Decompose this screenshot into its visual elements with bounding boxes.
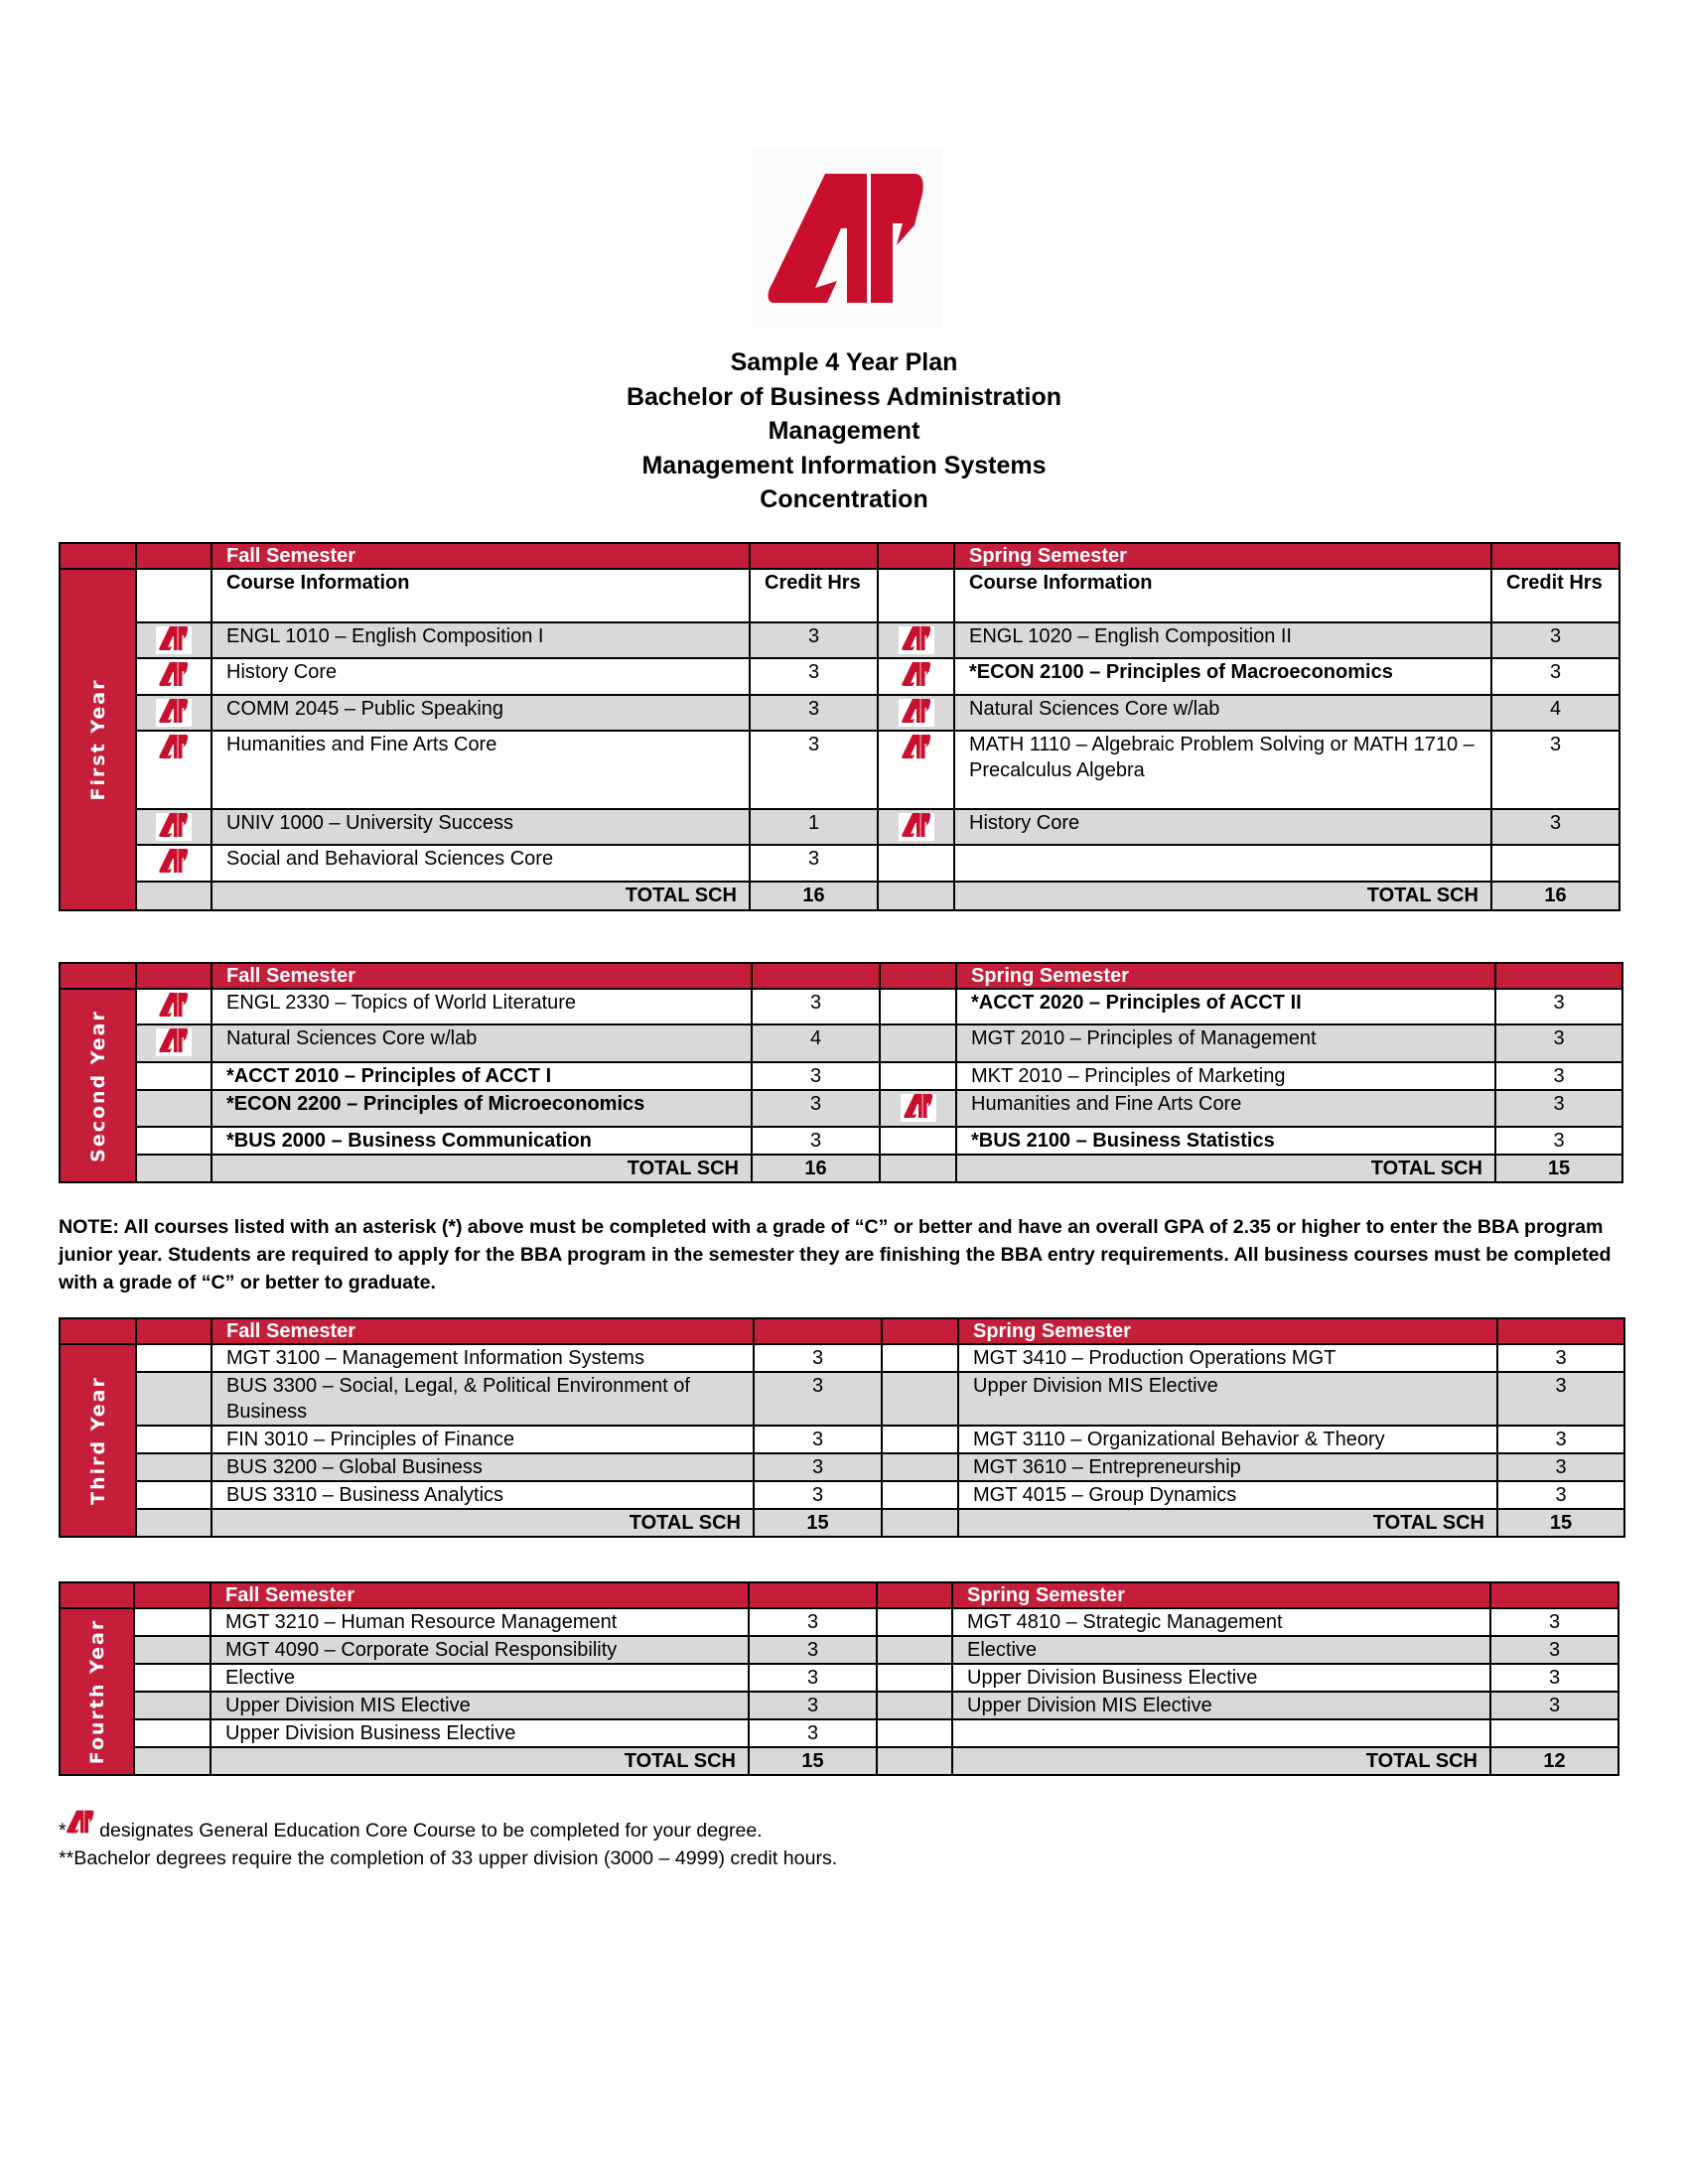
fall-semester-header: Fall Semester xyxy=(211,1318,754,1344)
spring-course-credits: 3 xyxy=(1491,622,1619,658)
gen-ed-icon-cell xyxy=(134,1608,211,1636)
gen-ed-icon-cell xyxy=(880,1090,956,1127)
fall-total-value: 16 xyxy=(752,1155,880,1182)
gen-ed-icon-cell xyxy=(878,809,954,845)
icon-header-cell xyxy=(877,1582,952,1608)
icon-cell xyxy=(134,1747,211,1775)
fall-course-name: Humanities and Fine Arts Core xyxy=(211,731,750,809)
fall-course-credits: 3 xyxy=(754,1481,882,1509)
spring-course-name: Natural Sciences Core w/lab xyxy=(954,695,1491,731)
fall-total-label: TOTAL SCH xyxy=(211,882,750,910)
year-header-cell xyxy=(60,963,136,989)
icon-header-cell xyxy=(880,963,956,989)
course-info-header: Course Information xyxy=(211,569,750,622)
title-line: Management Information Systems xyxy=(641,451,1047,479)
spring-course-credits xyxy=(1490,1719,1618,1747)
title-line: Bachelor of Business Administration xyxy=(626,382,1062,411)
icon-cell xyxy=(878,882,954,910)
gen-ed-icon-cell xyxy=(877,1719,952,1747)
spring-course-name: MGT 4810 – Strategic Management xyxy=(952,1608,1490,1636)
course-row xyxy=(60,989,1622,1024)
spring-course-credits: 3 xyxy=(1491,658,1619,695)
year-header-cell xyxy=(60,1582,134,1608)
fall-course-name: History Core xyxy=(211,658,750,695)
gen-ed-icon-cell xyxy=(136,809,211,845)
spring-total-label: TOTAL SCH xyxy=(952,1747,1490,1775)
gen-ed-icon-cell xyxy=(136,622,211,658)
fall-course-credits: 4 xyxy=(752,1024,880,1062)
spring-course-credits: 3 xyxy=(1495,1090,1622,1127)
fall-total-label: TOTAL SCH xyxy=(211,1747,749,1775)
fall-course-name: ENGL 1010 – English Composition I xyxy=(211,622,750,658)
gen-ed-icon-cell xyxy=(878,845,954,882)
fall-total-value: 15 xyxy=(749,1747,877,1775)
fall-course-name: MGT 3210 – Human Resource Management xyxy=(211,1608,749,1636)
course-row xyxy=(60,1608,1618,1636)
course-info-header: Course Information xyxy=(954,569,1491,622)
fall-course-credits: 1 xyxy=(750,809,878,845)
spring-course-credits: 3 xyxy=(1497,1344,1624,1372)
gen-ed-icon-cell xyxy=(882,1344,958,1372)
ap-logo-icon xyxy=(899,626,934,654)
fall-course-name: Natural Sciences Core w/lab xyxy=(211,1024,752,1062)
spring-course-credits xyxy=(1491,845,1619,882)
fall-course-name: BUS 3200 – Global Business xyxy=(211,1453,754,1481)
icon-cell xyxy=(882,1509,958,1537)
year-header-cell xyxy=(60,1318,136,1344)
gen-ed-icon-cell xyxy=(882,1453,958,1481)
spring-course-name: MGT 4015 – Group Dynamics xyxy=(958,1481,1497,1509)
course-row xyxy=(60,1426,1624,1453)
icon-header-cell xyxy=(134,1582,211,1608)
ap-logo-icon xyxy=(156,699,192,727)
semester-header-row xyxy=(60,963,1622,989)
course-row xyxy=(60,1636,1618,1664)
year-table xyxy=(59,1317,1625,1538)
gen-ed-icon-cell xyxy=(136,1453,211,1481)
spring-course-credits: 3 xyxy=(1495,1024,1622,1062)
year-table xyxy=(59,542,1620,911)
ap-logo-icon xyxy=(156,849,192,877)
fall-semester-header: Fall Semester xyxy=(211,963,752,989)
spring-course-name: *ECON 2100 – Principles of Macroeconomics xyxy=(954,658,1491,695)
course-row xyxy=(60,1127,1622,1155)
course-row xyxy=(60,1664,1618,1692)
spring-total-value: 12 xyxy=(1490,1747,1618,1775)
course-row xyxy=(60,1481,1624,1509)
spring-course-credits: 3 xyxy=(1490,1664,1618,1692)
spring-course-name: MGT 3610 – Entrepreneurship xyxy=(958,1453,1497,1481)
gen-ed-icon-cell xyxy=(877,1608,952,1636)
legend-footnote xyxy=(59,1817,763,1844)
gen-ed-icon-cell xyxy=(136,1024,211,1062)
icon-cell xyxy=(878,569,954,622)
ap-logo-icon xyxy=(899,813,934,841)
spring-total-value: 15 xyxy=(1497,1509,1624,1537)
spring-total-label: TOTAL SCH xyxy=(954,882,1491,910)
ap-logo-icon xyxy=(899,662,934,690)
spring-course-name: MGT 3110 – Organizational Behavior & Theory xyxy=(958,1426,1497,1453)
fall-course-name: ENGL 2330 – Topics of World Literature xyxy=(211,989,752,1024)
gen-ed-icon-cell xyxy=(136,1090,211,1127)
fall-total-label: TOTAL SCH xyxy=(211,1509,754,1537)
spring-course-name: MKT 2010 – Principles of Marketing xyxy=(956,1062,1495,1090)
fall-course-name: MGT 3100 – Management Information Systems xyxy=(211,1344,754,1372)
spring-course-name: Upper Division MIS Elective xyxy=(958,1372,1497,1426)
fall-course-credits: 3 xyxy=(749,1608,877,1636)
ap-logo-icon xyxy=(901,1094,936,1122)
spring-course-credits: 3 xyxy=(1497,1426,1624,1453)
ap-logo-icon xyxy=(156,993,192,1021)
spring-course-credits: 4 xyxy=(1491,695,1619,731)
fall-course-name: BUS 3310 – Business Analytics xyxy=(211,1481,754,1509)
fall-course-name: Social and Behavioral Sciences Core xyxy=(211,845,750,882)
ap-logo-icon xyxy=(67,1809,94,1835)
spring-total-label: TOTAL SCH xyxy=(958,1509,1497,1537)
spring-course-name: ENGL 1020 – English Composition II xyxy=(954,622,1491,658)
fall-course-name: BUS 3300 – Social, Legal, & Political Environment of Business xyxy=(211,1372,754,1426)
spring-course-credits: 3 xyxy=(1495,1062,1622,1090)
fall-course-name: FIN 3010 – Principles of Finance xyxy=(211,1426,754,1453)
title-line: Sample 4 Year Plan xyxy=(730,348,958,376)
university-logo xyxy=(753,149,941,328)
icon-header-cell xyxy=(882,1318,958,1344)
gen-ed-icon-cell xyxy=(136,695,211,731)
fall-course-credits: 3 xyxy=(749,1692,877,1719)
fall-course-credits: 3 xyxy=(749,1636,877,1664)
course-row xyxy=(60,1372,1624,1426)
gen-ed-icon-cell xyxy=(134,1692,211,1719)
ap-logo-icon xyxy=(156,735,192,762)
spring-course-name: Upper Division MIS Elective xyxy=(952,1692,1490,1719)
fall-course-credits: 3 xyxy=(750,695,878,731)
semester-header-row xyxy=(60,1582,1618,1608)
spring-course-name: Elective xyxy=(952,1636,1490,1664)
gen-ed-icon-cell xyxy=(134,1636,211,1664)
fall-semester-header: Fall Semester xyxy=(211,543,750,569)
upper-division-footnote: **Bachelor degrees require the completion of 33 upper division (3000 – 4999) credit hours. xyxy=(59,1847,838,1869)
gen-ed-icon-cell xyxy=(136,658,211,695)
spring-course-credits: 3 xyxy=(1490,1636,1618,1664)
spring-course-credits: 3 xyxy=(1497,1453,1624,1481)
fall-course-credits: 3 xyxy=(749,1719,877,1747)
ap-logo-icon xyxy=(768,174,926,303)
spring-course-credits: 3 xyxy=(1490,1608,1618,1636)
credit-header-cell xyxy=(752,963,880,989)
spring-course-credits: 3 xyxy=(1490,1692,1618,1719)
legend-text: designates General Education Core Course to be completed for your degree. xyxy=(93,1820,763,1842)
icon-cell xyxy=(136,569,211,622)
fall-course-credits: 3 xyxy=(750,658,878,695)
course-row xyxy=(60,731,1619,809)
gen-ed-icon-cell xyxy=(880,989,956,1024)
gen-ed-icon-cell xyxy=(136,989,211,1024)
icon-cell xyxy=(877,1747,952,1775)
credit-header-cell xyxy=(749,1582,877,1608)
fall-total-value: 15 xyxy=(754,1509,882,1537)
spring-course-name xyxy=(954,845,1491,882)
course-row xyxy=(60,1453,1624,1481)
gen-ed-icon-cell xyxy=(877,1636,952,1664)
fall-total-value: 16 xyxy=(750,882,878,910)
spring-total-value: 16 xyxy=(1491,882,1619,910)
credit-header-cell xyxy=(754,1318,882,1344)
gen-ed-icon-cell xyxy=(136,1372,211,1426)
gen-ed-icon-cell xyxy=(134,1664,211,1692)
icon-header-cell xyxy=(136,543,211,569)
spring-course-credits: 3 xyxy=(1495,989,1622,1024)
total-row xyxy=(60,1509,1624,1537)
ap-logo-icon xyxy=(156,1028,192,1056)
gen-ed-icon-cell xyxy=(882,1481,958,1509)
fall-course-credits: 3 xyxy=(754,1426,882,1453)
fall-semester-header: Fall Semester xyxy=(211,1582,749,1608)
spring-course-name: MGT 2010 – Principles of Management xyxy=(956,1024,1495,1062)
spring-total-value: 15 xyxy=(1495,1155,1622,1182)
spring-course-name: *ACCT 2020 – Principles of ACCT II xyxy=(956,989,1495,1024)
year-label: First Year xyxy=(86,678,109,801)
spring-course-credits: 3 xyxy=(1497,1481,1624,1509)
spring-course-name: MATH 1110 – Algebraic Problem Solving or MATH 1710 – Precalculus Algebra xyxy=(954,731,1491,809)
fall-course-credits: 3 xyxy=(752,989,880,1024)
spring-course-credits: 3 xyxy=(1497,1372,1624,1426)
fall-course-name: Elective xyxy=(211,1664,749,1692)
document-title xyxy=(0,345,1688,517)
fall-course-credits: 3 xyxy=(754,1453,882,1481)
ap-logo-icon xyxy=(899,699,934,727)
spring-total-label: TOTAL SCH xyxy=(956,1155,1495,1182)
gen-ed-icon-cell xyxy=(136,731,211,809)
semester-header-row xyxy=(60,1318,1624,1344)
fall-course-credits: 3 xyxy=(752,1127,880,1155)
year-header-cell xyxy=(60,543,136,569)
total-row xyxy=(60,1747,1618,1775)
total-row xyxy=(60,1155,1622,1182)
ap-logo-icon xyxy=(156,813,192,841)
gen-ed-icon-cell xyxy=(880,1127,956,1155)
credit-header-cell xyxy=(1490,1582,1618,1608)
column-header-row xyxy=(60,569,1619,622)
title-line: Management xyxy=(768,417,920,445)
gen-ed-icon-cell xyxy=(882,1426,958,1453)
gen-ed-icon-cell xyxy=(877,1692,952,1719)
spring-semester-header: Spring Semester xyxy=(958,1318,1497,1344)
semester-header-row xyxy=(60,543,1619,569)
course-row xyxy=(60,695,1619,731)
course-row xyxy=(60,1344,1624,1372)
spring-course-name: *BUS 2100 – Business Statistics xyxy=(956,1127,1495,1155)
fall-course-credits: 3 xyxy=(754,1372,882,1426)
credit-header-cell xyxy=(750,543,878,569)
spring-course-credits: 3 xyxy=(1495,1127,1622,1155)
gen-ed-icon-cell xyxy=(136,1426,211,1453)
credit-header-cell xyxy=(1495,963,1622,989)
year-label: Second Year xyxy=(86,1009,109,1162)
year-label-cell xyxy=(60,569,136,910)
gen-ed-icon-cell xyxy=(136,1344,211,1372)
fall-course-credits: 3 xyxy=(749,1664,877,1692)
ap-logo-icon xyxy=(156,626,192,654)
gen-ed-icon-cell xyxy=(878,695,954,731)
course-row xyxy=(60,622,1619,658)
year-label-cell xyxy=(60,1608,134,1775)
course-row xyxy=(60,1719,1618,1747)
title-line: Concentration xyxy=(760,485,928,513)
fall-course-name: Upper Division MIS Elective xyxy=(211,1692,749,1719)
credit-hrs-header: Credit Hrs xyxy=(1491,569,1619,622)
gen-ed-icon-cell xyxy=(134,1719,211,1747)
icon-cell xyxy=(136,1509,211,1537)
gen-ed-icon-cell xyxy=(880,1024,956,1062)
fall-course-credits: 3 xyxy=(752,1062,880,1090)
fall-course-credits: 3 xyxy=(752,1090,880,1127)
year-label: Fourth Year xyxy=(85,1618,108,1765)
course-row xyxy=(60,1090,1622,1127)
gpa-note: NOTE: All courses listed with an asterisk (*) above must be completed with a grade of “C” or better and have an overall GPA of 2.35 or higher to enter the BBA program junior year. Students are required to apply for the BBA program in the semester they are finishing the BBA entry requirements. All business courses must be completed with a grade of “C” or better to graduate. xyxy=(59,1216,1612,1294)
course-row xyxy=(60,658,1619,695)
ap-logo-icon xyxy=(899,735,934,762)
gen-ed-icon-cell xyxy=(878,622,954,658)
spring-course-name: Upper Division Business Elective xyxy=(952,1664,1490,1692)
course-row xyxy=(60,1692,1618,1719)
course-row xyxy=(60,809,1619,845)
year-label-cell xyxy=(60,989,136,1182)
fall-course-name: *ACCT 2010 – Principles of ACCT I xyxy=(211,1062,752,1090)
gen-ed-icon-cell xyxy=(136,1062,211,1090)
spring-course-name: History Core xyxy=(954,809,1491,845)
fall-course-credits: 3 xyxy=(750,731,878,809)
spring-course-credits: 3 xyxy=(1491,731,1619,809)
fall-course-credits: 3 xyxy=(754,1344,882,1372)
fall-course-name: MGT 4090 – Corporate Social Responsibility xyxy=(211,1636,749,1664)
fall-total-label: TOTAL SCH xyxy=(211,1155,752,1182)
spring-course-name: MGT 3410 – Production Operations MGT xyxy=(958,1344,1497,1372)
year-label: Third Year xyxy=(86,1376,109,1505)
ap-logo-icon xyxy=(156,662,192,690)
course-row xyxy=(60,1024,1622,1062)
fall-course-name: *ECON 2200 – Principles of Microeconomics xyxy=(211,1090,752,1127)
spring-semester-header: Spring Semester xyxy=(954,543,1491,569)
spring-semester-header: Spring Semester xyxy=(956,963,1495,989)
gen-ed-icon-cell xyxy=(878,731,954,809)
course-row xyxy=(60,1062,1622,1090)
fall-course-name: Upper Division Business Elective xyxy=(211,1719,749,1747)
gen-ed-icon-cell xyxy=(878,658,954,695)
icon-cell xyxy=(880,1155,956,1182)
spring-course-name: Humanities and Fine Arts Core xyxy=(956,1090,1495,1127)
gen-ed-icon-cell xyxy=(877,1664,952,1692)
gen-ed-icon-cell xyxy=(882,1372,958,1426)
year-table xyxy=(59,1581,1619,1776)
total-row xyxy=(60,882,1619,910)
fall-course-name: *BUS 2000 – Business Communication xyxy=(211,1127,752,1155)
credit-header-cell xyxy=(1497,1318,1624,1344)
icon-cell xyxy=(136,1155,211,1182)
icon-header-cell xyxy=(136,963,211,989)
fall-course-name: UNIV 1000 – University Success xyxy=(211,809,750,845)
course-row xyxy=(60,845,1619,882)
fall-course-name: COMM 2045 – Public Speaking xyxy=(211,695,750,731)
credit-header-cell xyxy=(1491,543,1619,569)
spring-course-name xyxy=(952,1719,1490,1747)
gen-ed-icon-cell xyxy=(136,1127,211,1155)
spring-semester-header: Spring Semester xyxy=(952,1582,1490,1608)
gen-ed-icon-cell xyxy=(880,1062,956,1090)
year-label-cell xyxy=(60,1344,136,1537)
credit-hrs-header: Credit Hrs xyxy=(750,569,878,622)
fall-course-credits: 3 xyxy=(750,622,878,658)
legend-asterisk: * xyxy=(59,1820,67,1842)
gen-ed-icon-cell xyxy=(136,845,211,882)
spring-course-credits: 3 xyxy=(1491,809,1619,845)
fall-course-credits: 3 xyxy=(750,845,878,882)
icon-cell xyxy=(136,882,211,910)
gen-ed-icon-cell xyxy=(136,1481,211,1509)
icon-header-cell xyxy=(878,543,954,569)
year-table xyxy=(59,962,1623,1183)
icon-header-cell xyxy=(136,1318,211,1344)
